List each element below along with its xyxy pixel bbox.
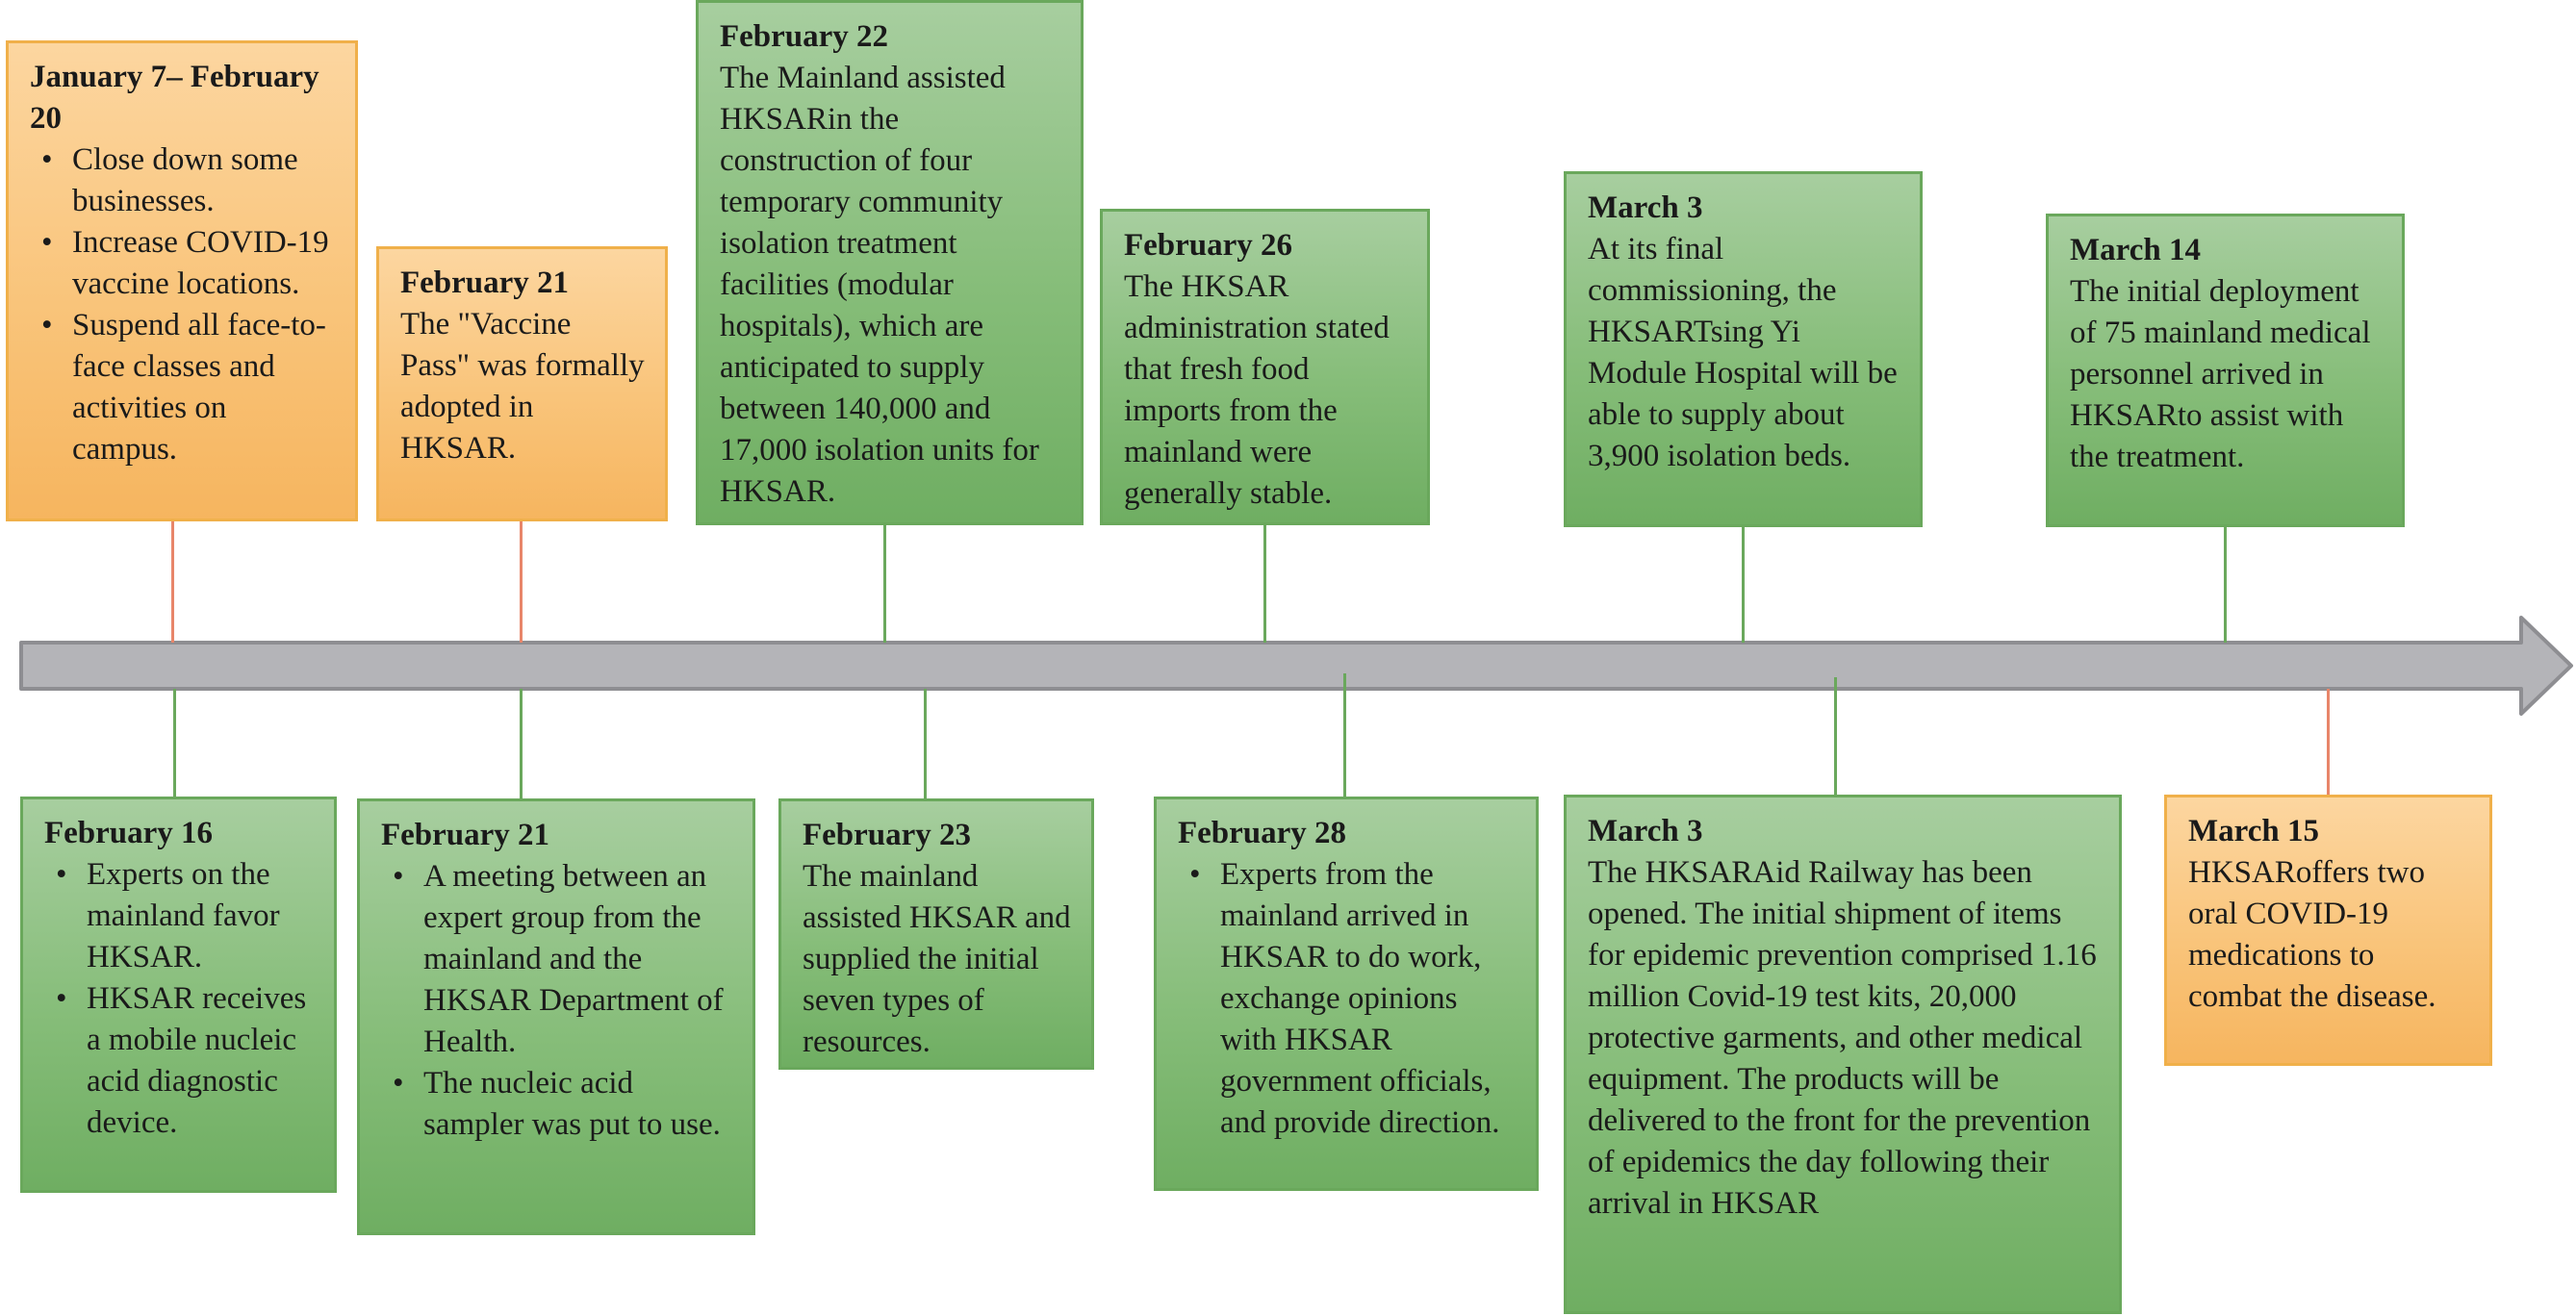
event-bullet: • A meeting between an expert group from the mainland and the HKSAR Department of Health. xyxy=(398,856,733,1063)
event-date: March 14 xyxy=(2070,233,2201,267)
event-bullet-list xyxy=(44,854,315,1144)
event-date: March 3 xyxy=(1588,190,1703,225)
connector-mar14 xyxy=(2224,527,2227,643)
event-bullet: • Suspend all face-to-face classes and activities on campus. xyxy=(47,305,336,470)
connector-feb21-top xyxy=(520,521,523,643)
event-box-feb23 xyxy=(778,798,1094,1070)
event-box-feb16 xyxy=(20,797,337,1193)
event-date: February 22 xyxy=(720,19,889,54)
event-bullet-list xyxy=(1178,854,1517,1144)
event-bullet: • The nucleic acid sampler was put to use. xyxy=(398,1063,733,1146)
event-date: February 21 xyxy=(381,818,550,852)
event-bullet: • Increase COVID-19 vaccine locations. xyxy=(47,222,336,305)
connector-feb23 xyxy=(924,689,927,798)
event-box-mar14 xyxy=(2046,214,2405,527)
event-text: The mainland assisted HKSAR and supplied the initial seven types of resources. xyxy=(803,859,1071,1059)
connector-feb22 xyxy=(883,525,886,643)
event-bullet-list xyxy=(30,139,336,470)
event-text: The "Vaccine Pass" was formally adopted in HKSAR. xyxy=(400,307,645,466)
connector-mar15 xyxy=(2327,689,2330,797)
event-bullet-list xyxy=(381,856,733,1146)
timeline-arrow xyxy=(21,618,2571,714)
event-bullet: • Experts on the mainland favor HKSAR. xyxy=(62,854,315,978)
connector-mar3-bottom xyxy=(1834,677,1837,795)
event-box-mar3-aid-railway xyxy=(1564,795,2122,1314)
event-box-feb28 xyxy=(1154,797,1539,1191)
event-text: The Mainland assisted HKSARin the construction of four temporary community isolation treatment facilities (modular hospitals), which are anticipated to supply between 140,000 and 17,000 isolation units for HKSAR. xyxy=(720,61,1039,509)
event-text: At its final commissioning, the HKSARTsing Yi Module Hospital will be able to supply about 3,900 isolation beds. xyxy=(1588,232,1898,473)
event-date: February 26 xyxy=(1124,228,1293,263)
event-date: March 15 xyxy=(2188,814,2319,848)
event-date: February 21 xyxy=(400,266,570,300)
event-box-jan7-feb20 xyxy=(6,40,358,521)
event-box-feb26 xyxy=(1100,209,1430,525)
connector-feb16 xyxy=(173,689,176,797)
event-box-feb22 xyxy=(696,0,1084,525)
event-bullet: • Experts from the mainland arrived in HKSAR to do work, exchange opinions with HKSAR government officials, and provide direction. xyxy=(1195,854,1517,1144)
event-date: March 3 xyxy=(1588,814,1703,848)
event-bullet: • Close down some businesses. xyxy=(47,139,336,222)
event-date: February 23 xyxy=(803,818,972,852)
event-box-feb21-expert-meeting xyxy=(357,798,755,1235)
connector-feb26 xyxy=(1263,525,1266,643)
connector-mar3-top xyxy=(1742,527,1745,643)
event-text: The HKSARAid Railway has been opened. The initial shipment of items for epidemic prevention comprised 1.16 million Covid-19 test kits, 20,000 protective garments, and other medical equipment. The products will be delivered to the front for the prevention of epidemics the day following their arrival in HKSAR xyxy=(1588,855,2097,1221)
event-text: The initial deployment of 75 mainland medical personnel arrived in HKSARto assist with the treatment. xyxy=(2070,274,2371,474)
connector-jan7 xyxy=(171,521,174,643)
event-date: January 7– February 20 xyxy=(30,60,319,136)
connector-feb28 xyxy=(1343,673,1346,797)
event-box-feb21-vaccine-pass xyxy=(376,246,668,521)
event-text: HKSARoffers two oral COVID-19 medications to combat the disease. xyxy=(2188,855,2436,1014)
event-box-mar15 xyxy=(2164,795,2492,1066)
event-box-mar3-module-hospital xyxy=(1564,171,1923,527)
event-bullet: • HKSAR receives a mobile nucleic acid diagnostic device. xyxy=(62,978,315,1144)
connector-feb21-bottom xyxy=(520,689,523,798)
event-date: February 28 xyxy=(1178,816,1347,850)
event-text: The HKSAR administration stated that fresh food imports from the mainland were generally stable. xyxy=(1124,269,1390,511)
event-date: February 16 xyxy=(44,816,214,850)
